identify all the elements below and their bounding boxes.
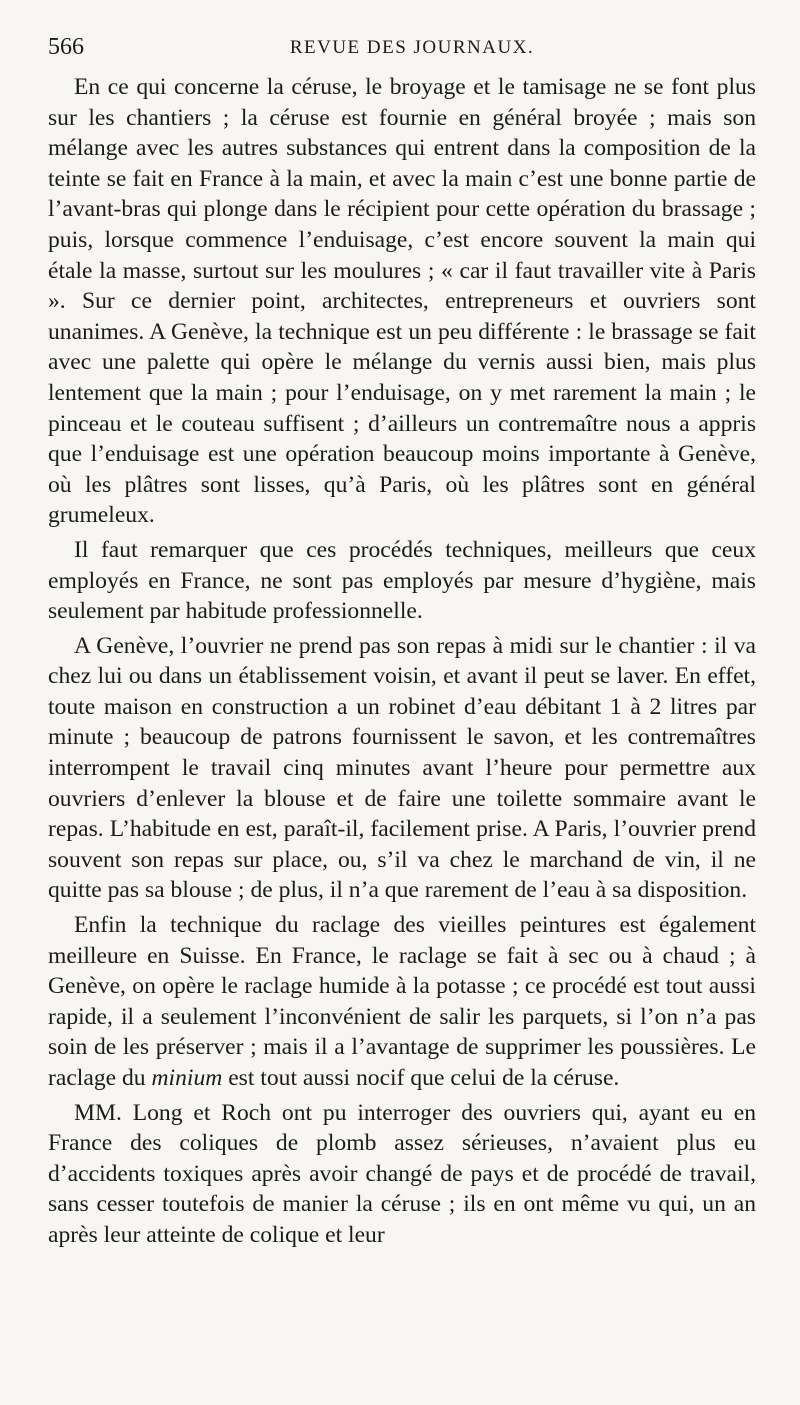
paragraph-ceruse: En ce qui concerne la céruse, le broyage et le tamisage ne se font plus sur les chantiers ; la céruse est fournie en général broyée ; mais son mélange avec les autres substances qui entrent dans la composition de la teinte se fait en France à la main, et avec la main c’est une bonne partie de l’avant-bras qui plonge dans le récipient pour cette opération du brassage ; puis, lorsque commence l’enduisage, c’est encore souvent la main qui étale la masse, surtout sur les moulures ; « car il faut travailler vite à Paris ». Sur ce dernier point, architectes, entrepreneurs et ouvriers sont unanimes. A Genève, la technique est un peu différente : le brassage se fait avec une palette qui opère le mélange du vernis aussi bien, mais plus lentement que la main ; pour l’enduisage, on y met rarement la main ; le pinceau et le couteau suffisent ; d’ailleurs un contremaître nous a appris que l’enduisage est une opération beaucoup moins importante à Genève, où les plâtres sont lisses, qu’à Paris, où les plâtres sont en général grumeleux. — [48, 74, 756, 529]
paragraph-geneve-repas: A Genève, l’ouvrier ne prend pas son repas à midi sur le chantier : il va chez lui ou dans un établissement voisin, et avant il peut se laver. En effet, toute maison en construction a un robinet d’eau débitant 1 à 2 litres par minute ; beaucoup de patrons fournissent le savon, et les contremaîtres interrompent le travail cinq minutes avant l’heure pour permettre aux ouvriers d’enlever la blouse et de faire une toilette sommaire avant le repas. L’habitude en est, paraît-il, facilement prise. A Paris, l’ouvrier prend souvent son repas sur place, ou, s’il va chez le marchand de vin, il ne quitte pas sa blouse ; de plus, il n’a que rarement de l’eau à sa disposition. — [48, 632, 756, 904]
paragraph-long-roch: MM. Long et Roch ont pu interroger des ouvriers qui, ayant eu en France des coliques de plomb assez sérieuses, n’avaient plus eu d’accidents toxiques après avoir changé de pays et de procédé de travail, sans cesser toutefois de manier la céruse ; ils en ont même vu qui, un an après leur atteinte de colique et leur — [48, 1099, 756, 1248]
body-text — [48, 72, 756, 1251]
page-header — [48, 34, 756, 70]
paragraph-raclage — [48, 910, 756, 1094]
page-number: 566 — [48, 34, 84, 60]
raclage-text-end: est tout aussi nocif que celui de la céruse. — [228, 1065, 620, 1091]
raclage-text: Enfin la technique du raclage des vieilles peintures est également meilleure en Suisse. En France, le raclage se fait à sec ou à chaud ; à Genève, on opère le raclage humide à la potasse ; ce procédé est tout aussi rapide, il a seulement l’inconvénient de salir les parquets, si l’on n’a pas soin de les préserver ; mais il a l’avantage de supprimer les poussières. Le raclage du — [48, 912, 756, 1091]
paragraph-procedes: Il faut remarquer que ces procédés techniques, meilleurs que ceux employés en France, ne sont pas employés par mesure d’hygiène, mais seulement par habitude professionnelle. — [48, 536, 756, 625]
running-title: REVUE DES JOURNAUX. — [289, 37, 535, 58]
minium-term: minium — [151, 1065, 223, 1091]
